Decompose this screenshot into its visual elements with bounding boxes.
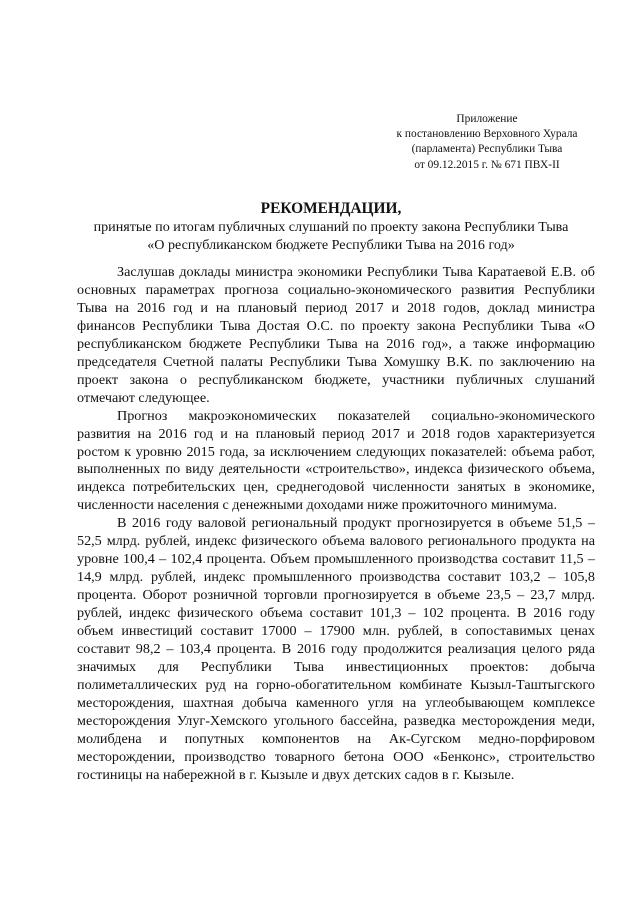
- document-subtitle-line-2: «О республиканском бюджете Республики Тыва на 2016 год»: [147, 237, 515, 254]
- appendix-line-2: к постановлению Верховного Хурала: [396, 128, 578, 141]
- body-paragraph-2: Прогноз макроэкономических показателей социально-экономического развития на 2016 год и на плановый период 2017 и 2018 годов характеризуется ростом к уровню 2015 года, за исключением следующих показателей: объема работ, выполненных по виду деятельности «строительство», индекса физического объема, индекса потребительских цен, среднегодовой численности занятых в экономике, численности населения с денежными доходами ниже прожиточного минимума.: [77, 407, 595, 514]
- body-paragraph-3: В 2016 году валовой региональный продукт прогнозируется в объеме 51,5 – 52,5 млрд. рублей, индекс физического объема валового регионального продукта на уровне 100,4 – 102,4 процента. Объем промышленного производства составит 11,5 – 14,9 млрд. рублей, индекс промышленного производства составит 103,2 – 105,8 процента. Оборот розничной торговли прогнозируется в объеме 23,5 – 23,7 млрд. рублей, индекс физического объема составит 101,3 – 102 процента. В 2016 году объем инвестиций составит 17000 – 17900 млн. рублей, в сопоставимых ценах составит 98,2 – 103,4 процента. В 2016 году продолжится реализация целого ряда значимых для Республики Тыва инвестиционных проектов: добыча полиметаллических руд на горно-обогатительном комбинате Кызыл-Таштыгского месторождения, шахтная добыча каменного угля на углеобывающем комплексе месторождения Улуг-Хемского угольного бассейна, разведка месторождения меди, молибдена и попутных компонентов на Ак-Сугском медно-порфировом месторождении, производство товарного бетона ООО «Бенконс», строительство гостиницы на набережной в г. Кызыле и двух детских садов в г. Кызыле.: [77, 515, 595, 783]
- appendix-note: [372, 112, 602, 173]
- appendix-line-1: Приложение: [456, 113, 518, 125]
- document-title: РЕКОМЕНДАЦИИ,: [260, 200, 402, 217]
- appendix-line-3: (парламента) Республики Тыва: [411, 143, 563, 156]
- document-heading: [64, 199, 598, 255]
- document-subtitle-line-1: принятые по итогам публичных слушаний по проекту закона Республики Тыва: [93, 219, 569, 235]
- appendix-line-4: от 09.12.2015 г. № 671 ПВХ-II: [414, 158, 560, 171]
- document-body: [77, 264, 595, 785]
- body-paragraph-1: Заслушав доклады министра экономики Республики Тыва Каратаевой Е.В. об основных параметрах прогноза социально-экономического развития Республики Тыва на 2016 год и на плановый период 2017 и 2018 годов, доклад министра финансов Республики Тыва Достая О.С. по проекту закона Республики Тыва «О республиканском бюджете Республики Тыва на 2016 год», а также информацию председателя Счетной палаты Республики Тыва Хомушку В.К. по заключению на проект закона о республиканском бюджете, участники публичных слушаний отмечают следующее.: [77, 264, 595, 406]
